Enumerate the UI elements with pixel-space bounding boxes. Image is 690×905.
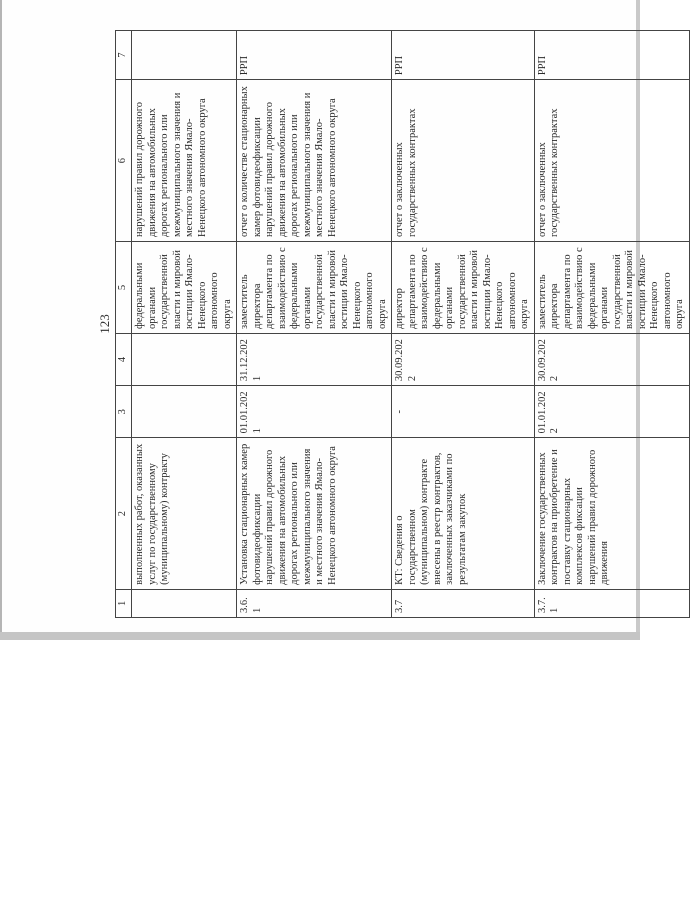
end-date: 31.12.2021	[237, 333, 392, 385]
note: РРП	[392, 31, 535, 80]
row-number: 3.7.1	[534, 589, 689, 617]
responsible: федеральными органами государственной власти и мировой юстиции Ямало-Ненецкого автономного округа	[132, 242, 237, 334]
end-date	[132, 333, 237, 385]
header-cell: 4	[116, 333, 132, 385]
result-document: отчет о количестве стационарных камер фотовидеофиксации нарушений правил дорожного движения на автомобильных дорогах регионального или межмуниципального значения и местного значения Ямало-Ненецкого автономного округа	[237, 80, 392, 242]
header-cell: 6	[116, 80, 132, 242]
event-name: Заключение государственных контрактов на приобретение и поставку стационарных комплексов фиксации нарушений правил дорожного движения	[534, 438, 689, 589]
responsible: заместитель директора департамента по взаимодействию с федеральными органами государственной власти и мировой юстиции Ямало-Ненецкого автономного округа	[534, 242, 689, 334]
responsible: заместитель директора департамента по взаимодействию с федеральными органами государственной власти и мировой юстиции Ямало-Ненецкого автономного округа	[237, 242, 392, 334]
row-number: 3.6.1	[237, 589, 392, 617]
header-cell: 5	[116, 242, 132, 334]
page-bottom-edge-shadow	[0, 632, 640, 640]
blank-area	[0, 640, 640, 905]
end-date: 30.09.2022	[534, 333, 689, 385]
header-cell: 7	[116, 31, 132, 80]
end-date: 30.09.2022	[392, 333, 535, 385]
note	[132, 31, 237, 80]
table-row	[392, 31, 535, 618]
table-row	[534, 31, 689, 618]
note: РРП	[237, 31, 392, 80]
page-number: 123	[97, 314, 112, 334]
header-cell: 3	[116, 386, 132, 438]
start-date	[132, 386, 237, 438]
row-number	[132, 589, 237, 617]
start-date: 01.01.2021	[237, 386, 392, 438]
result-document: отчет о заключенных государственных контрактах	[534, 80, 689, 242]
event-name: Установка стационарных камер фотовидеофиксации нарушений правил дорожного движения на автомобильных дорогах регионального или межмуниципального значения и местного значения Ямало-Ненецкого автономного округа	[237, 438, 392, 589]
table-row	[237, 31, 392, 618]
table-row	[132, 31, 237, 618]
event-name: КТ: Сведения о государственном (муниципальном) контракте внесены в реестр контрактов, заключенных заказчиками по результатам закупок	[392, 438, 535, 589]
note: РРП	[534, 31, 689, 80]
header-row	[116, 31, 132, 618]
result-document: отчет о заключенных государственных контрактах	[392, 80, 535, 242]
header-cell: 2	[116, 438, 132, 589]
header-cell: 1	[116, 589, 132, 617]
event-name: выполненных работ, оказанных услуг по государственному (муниципальному) контракту	[132, 438, 237, 589]
row-number: 3.7	[392, 589, 535, 617]
schedule-table	[115, 30, 690, 618]
responsible: директор департамента по взаимодействию с федеральными органами государственной власти и мировой юстиции Ямало-Ненецкого автономного округа	[392, 242, 535, 334]
rotated-content	[95, 30, 685, 618]
start-date: 01.01.2022	[534, 386, 689, 438]
start-date: -	[392, 386, 535, 438]
result-document: нарушений правил дорожного движения на автомобильных дорогах регионального или межмуниципального значения и местного значения Ямало-Ненецкого автономного округа	[132, 80, 237, 242]
